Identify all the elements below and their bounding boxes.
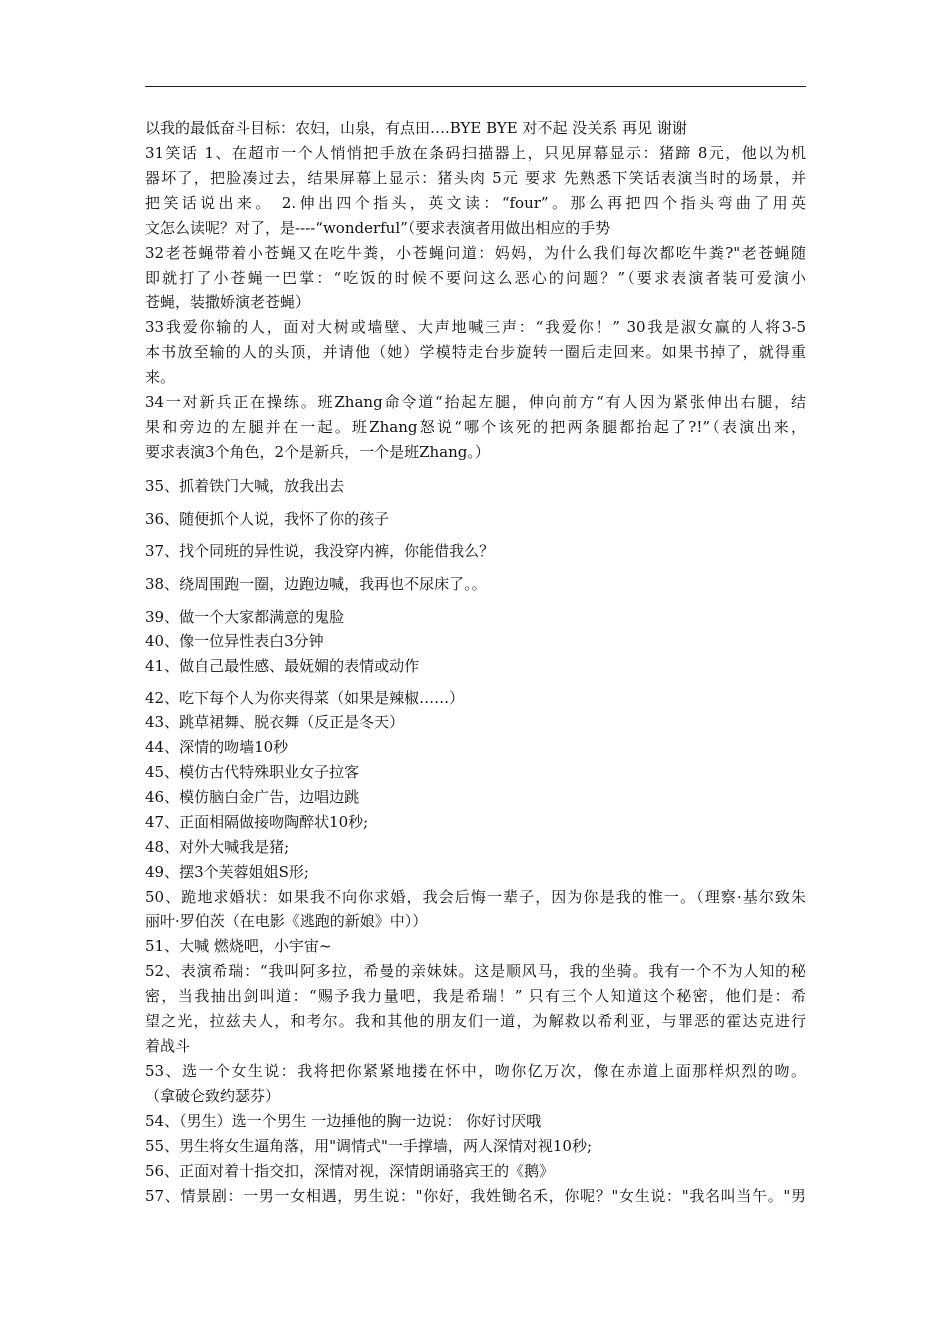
text-line: 46、模仿脑白金广告，边唱边跳 <box>145 788 360 806</box>
text-line: 57、情景剧：一男一女相遇，男生说："你好，我姓锄名禾，你呢？"女生说："我名叫当午。"男 <box>145 1187 806 1205</box>
text-line: 49、摆3个芙蓉姐姐S形; <box>145 863 309 881</box>
text-line: 37、找个同班的异性说，我没穿内裤，你能借我么？ <box>145 542 495 560</box>
text-line: 52、表演希瑞：“我叫阿多拉，希曼的亲妹妹。这是顺风马，我的坐骑。我有一个不为人知的秘 <box>145 962 806 980</box>
text-line: 望之光，拉兹夫人，和考尔。我和其他的朋友们一道，为解救以希利亚，与罪恶的霍达克进行 <box>145 1012 806 1030</box>
text-line: 器坏了，把脸凑过去，结果屏幕上显示：猪头肉 5元 要求 先熟悉下笑话表演当时的场景，并 <box>145 169 806 187</box>
text-line: 苍蝇，装撒娇演老苍蝇） <box>145 293 311 311</box>
text-line: 50、跪地求婚状：如果我不向你求婚，我会后悔一辈子，因为你是我的惟一。（理察·基尔致朱 <box>145 888 806 906</box>
text-line: （拿破仑致约瑟芬） <box>145 1087 281 1105</box>
text-line: 56、正面对着十指交扣，深情对视，深情朗诵骆宾王的《鹅》 <box>145 1162 555 1180</box>
text-line: 45、模仿古代特殊职业女子拉客 <box>145 763 360 781</box>
text-line: 51、大喊 燃烧吧，小宇宙~ <box>145 937 332 955</box>
text-line: 55、男生将女生逼角落，用"调情式"一手撑墙，两人深情对视10秒; <box>145 1137 593 1155</box>
text-line: 34一对新兵正在操练。班Zhang命令道“抬起左腿，伸向前方“有人因为紧张伸出右腿，结 <box>145 393 806 411</box>
text-line: 来。 <box>145 368 176 386</box>
header-rule <box>145 86 806 87</box>
text-line: 丽叶·罗伯茨（在电影《逃跑的新娘》中）） <box>145 912 428 930</box>
text-line: 即就打了小苍蝇一巴掌：“吃饭的时候不要问这么恶心的问题？”（要求表演者装可爱演小 <box>145 269 806 287</box>
text-line: 43、跳草裙舞、脱衣舞（反正是冬天） <box>145 713 405 731</box>
text-line: 33我爱你输的人，面对大树或墙壁、大声地喊三声：“我爱你！” 30我是淑女赢的人将3-5 <box>145 318 806 336</box>
text-line: 40、像一位异性表白3分钟 <box>145 632 324 650</box>
text-line: 35、抓着铁门大喊，放我出去 <box>145 477 345 495</box>
text-line: 38、绕周围跑一圈，边跑边喊，我再也不尿床了。。 <box>145 575 487 593</box>
text-line: 48、对外大喊我是猪; <box>145 838 290 856</box>
text-line: 53、选一个女生说：我将把你紧紧地搂在怀中，吻你亿万次，像在赤道上面那样炽烈的吻。 <box>145 1062 806 1080</box>
text-line: 41、做自己最性感、最妩媚的表情或动作 <box>145 657 420 675</box>
text-line: 42、吃下每个人为你夹得菜（如果是辣椒……） <box>145 689 465 707</box>
text-line: 果和旁边的左腿并在一起。班Zhang怒说“哪个该死的把两条腿都抬起了?!”（表演出来， <box>145 418 806 436</box>
text-line: 44、深情的吻墙10秒 <box>145 738 289 756</box>
text-line: 32老苍蝇带着小苍蝇又在吃牛粪，小苍蝇问道：妈妈，为什么我们每次都吃牛粪?"老苍蝇随 <box>145 244 806 262</box>
text-line: 密，当我抽出剑叫道：“赐予我力量吧，我是希瑞！” 只有三个人知道这个秘密，他们是：希 <box>145 987 806 1005</box>
text-line: 47、正面相隔做接吻陶醉状10秒; <box>145 813 369 831</box>
text-line: 把笑话说出来。 2.伸出四个指头，英文读：“four”。那么再把四个指头弯曲了用英 <box>145 194 806 212</box>
text-line: 36、随便抓个人说，我怀了你的孩子 <box>145 510 390 528</box>
text-line: 以我的最低奋斗目标：农妇，山泉，有点田….BYE BYE 对不起 没关系 再见 谢谢 <box>145 119 687 137</box>
text-line: 着战斗 <box>145 1037 191 1055</box>
text-line: 54、（男生）选一个男生 一边捶他的胸一边说： 你好讨厌哦 <box>145 1112 542 1130</box>
text-line: 本书放至输的人的头顶，并请他（她）学模特走台步旋转一圈后走回来。如果书掉了，就得重 <box>145 343 806 361</box>
text-line: 39、做一个大家都满意的鬼脸 <box>145 608 345 626</box>
text-line: 文怎么读呢？对了，是----“wonderful”（要求表演者用做出相应的手势 <box>145 219 611 237</box>
text-line: 31笑话 1、在超市一个人悄悄把手放在条码扫描器上，只见屏幕显示：猪蹄 8元，他以为机 <box>145 144 806 162</box>
text-line: 要求表演3个角色，2个是新兵，一个是班Zhang。） <box>145 443 490 461</box>
